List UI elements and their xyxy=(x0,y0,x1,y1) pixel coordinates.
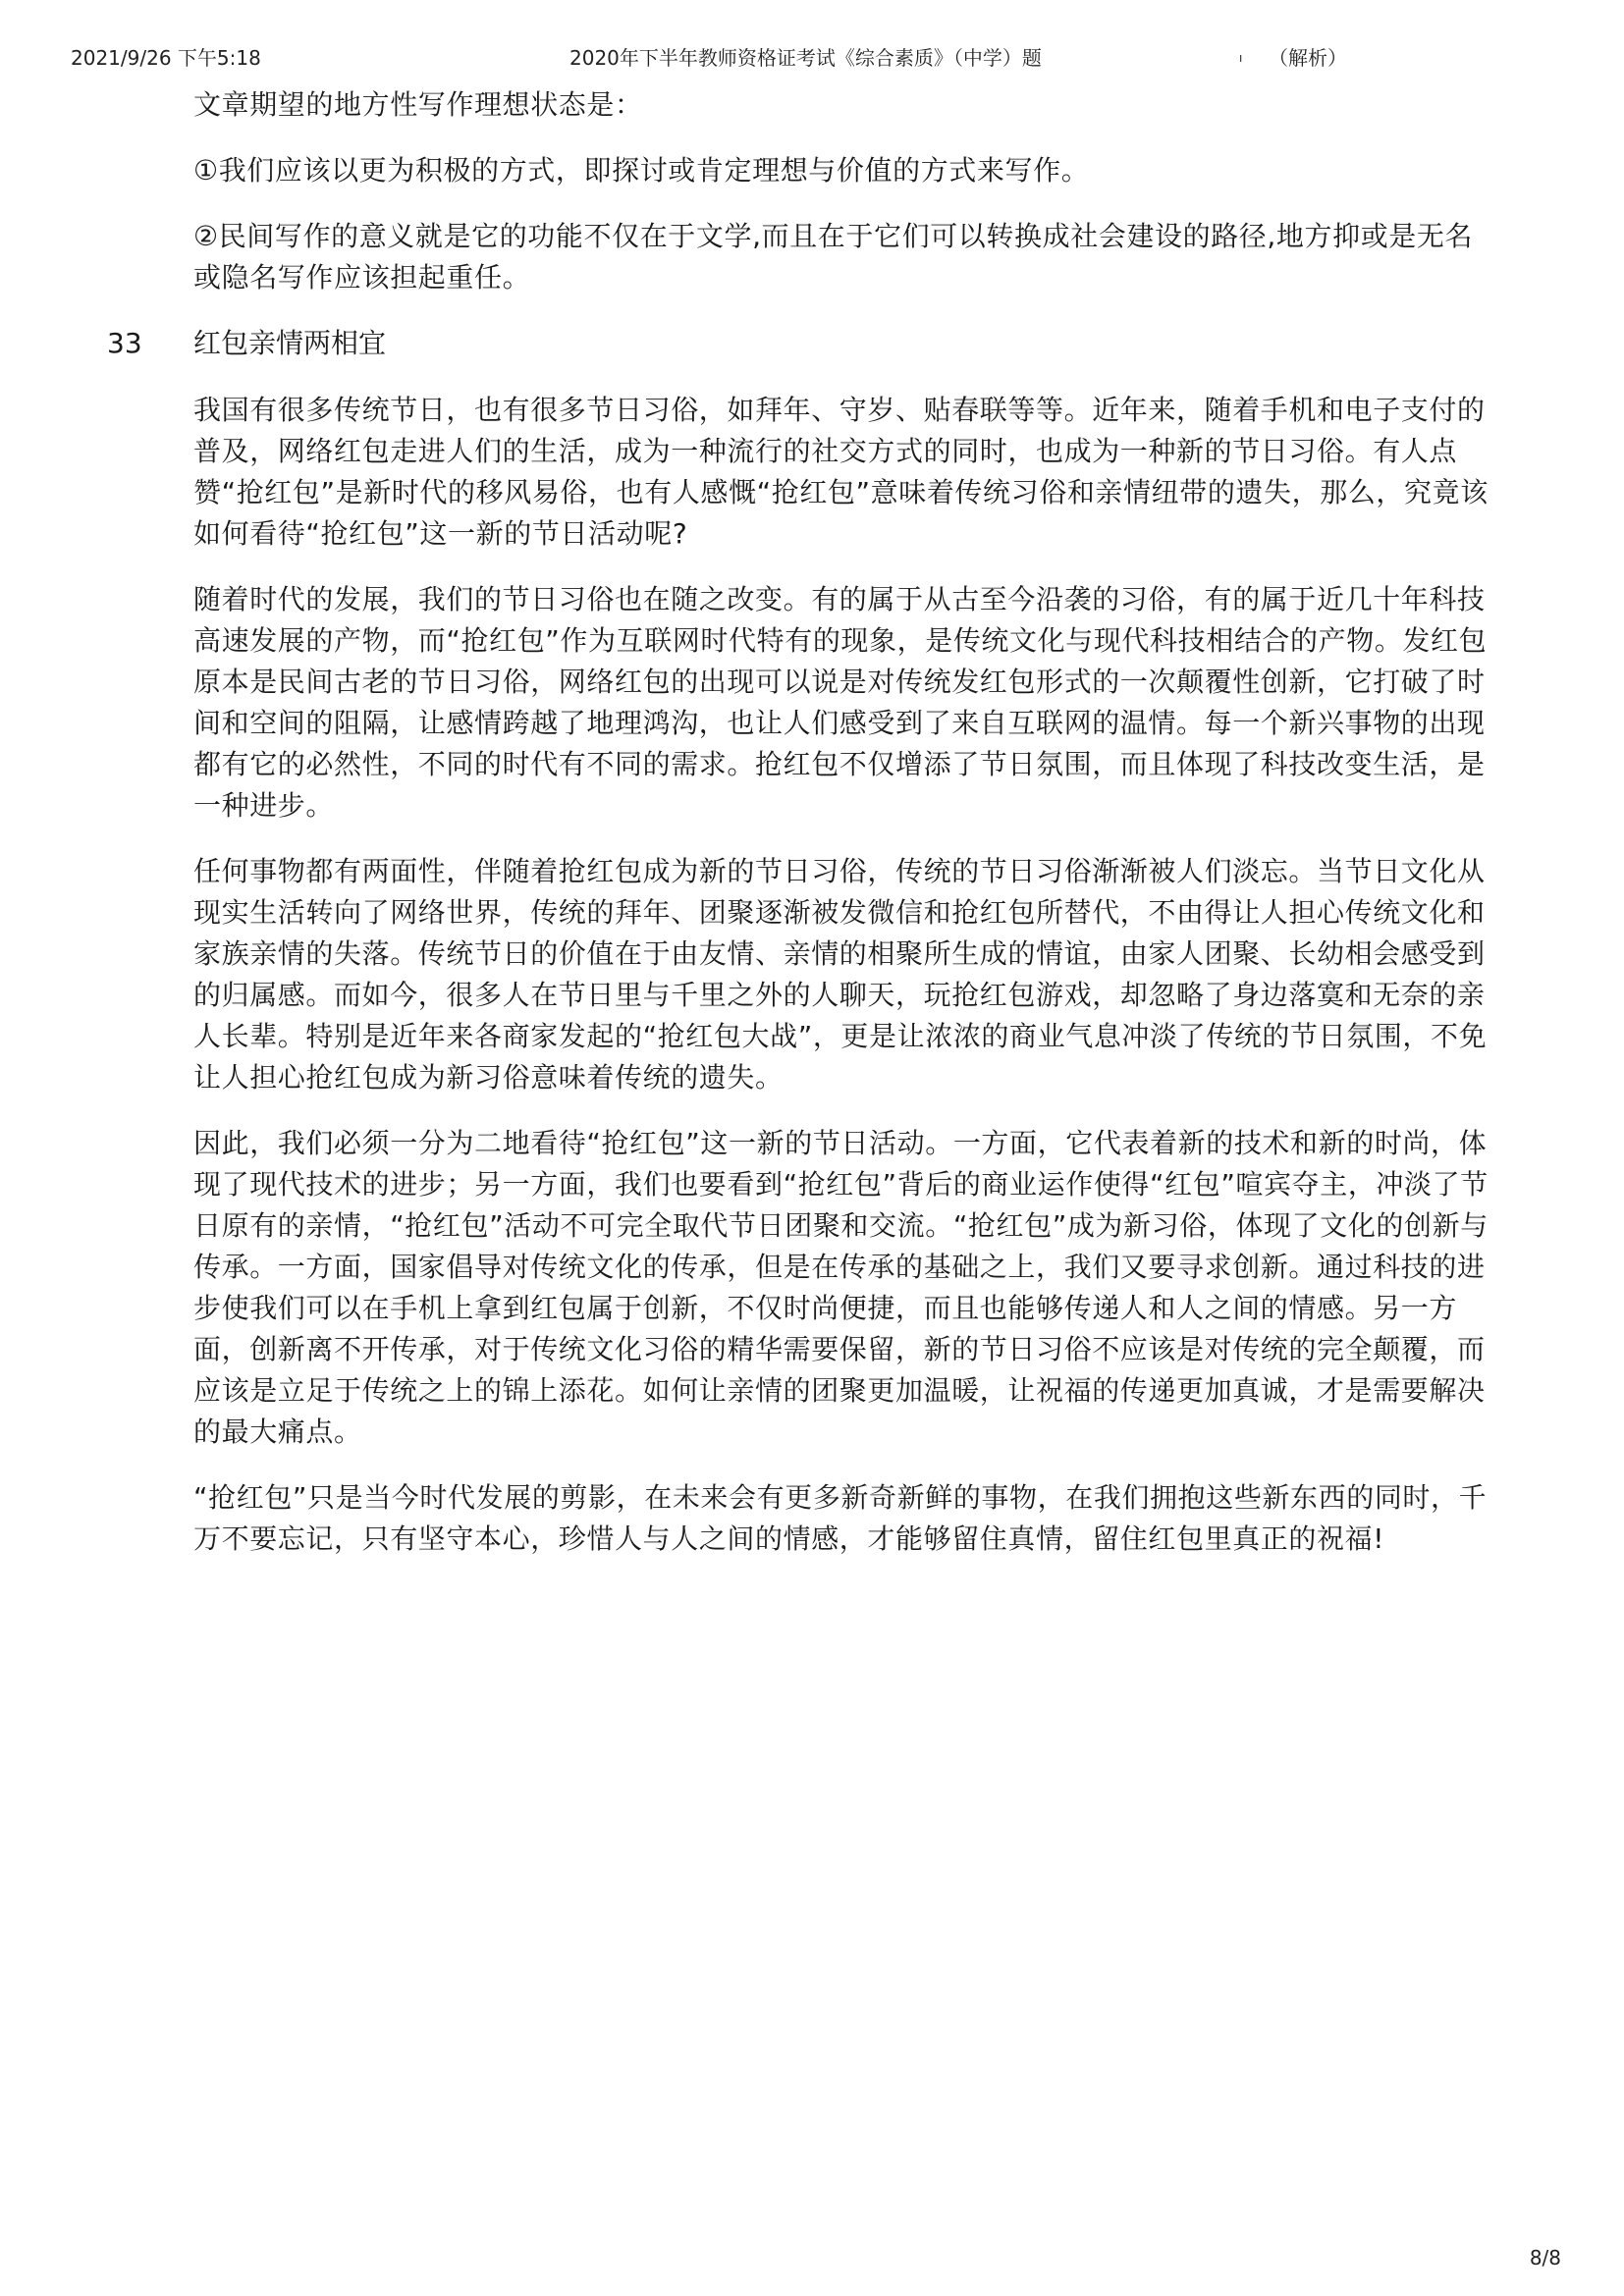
document-tag: （解析） xyxy=(1269,46,1347,70)
essay-paragraph-5: “抢红包”只是当今时代发展的剪影，在未来会有更多新奇新鲜的事物，在我们拥抱这些新东西的同时，千万不要忘记，只有坚守本心，珍惜人与人之间的情感，才能够留住真情，留住红包里真正的祝福! xyxy=(193,1481,1488,1555)
intro-point-1: ①我们应该以更为积极的方式，即探讨或肯定理想与价值的方式来写作。 xyxy=(193,154,1090,187)
question-number: 33 xyxy=(107,327,142,359)
essay-paragraph-4: 因此，我们必须一分为二地看待“抢红包”这一新的节日活动。一方面，它代表着新的技术和新的时尚，体现了现代技术的进步；另一方面，我们也要看到“抢红包”背后的商业运作使得“红包”喧宾夺主，冲淡了节日原有的亲情，“抢红包”活动不可完全取代节日团聚和交流。“抢红包”成为新习俗，体现了文化的创新与传承。一方面，国家倡导对传统文化的传承，但是在传承的基础之上，我们又要寻求创新。通过科技的进步使我们可以在手机上拿到红包属于创新，不仅时尚便捷，而且也能够传递人和人之间的情感。另一方面，创新离不开传承，对于传统文化习俗的精华需要保留，新的节日习俗不应该是对传统的完全颠覆，而应该是立足于传统之上的锦上添花。如何让亲情的团聚更加温暖，让祝福的传递更加真诚，才是需要解决的最大痛点。 xyxy=(193,1127,1489,1448)
intro-point-2: ②民间写作的意义就是它的功能不仅在于文学,而且在于它们可以转换成社会建设的路径,地方抑或是无名或隐名写作应该担起重任。 xyxy=(193,220,1474,294)
essay-paragraph-2: 随着时代的发展，我们的节日习俗也在随之改变。有的属于从古至今沿袭的习俗，有的属于近几十年科技高速发展的产物，而“抢红包”作为互联网时代特有的现象，是传统文化与现代科技相结合的产物。发红包原本是民间古老的节日习俗，网络红包的出现可以说是对传统发红包形式的一次颠覆性创新，它打破了时间和空间的阻隔，让感情跨越了地理鸿沟，也让人们感受到了来自互联网的温情。每一个新兴事物的出现都有它的必然性，不同的时代有不同的需求。抢红包不仅增添了节日氛围，而且体现了科技改变生活，是一种进步。 xyxy=(193,583,1488,822)
print-date: 2021/9/26 下午5:18 xyxy=(71,46,261,70)
question-title: 红包亲情两相宜 xyxy=(193,327,387,359)
document-body xyxy=(107,84,1489,1584)
document-title: 2020年下半年教师资格证考试《综合素质》（中学）题 xyxy=(569,46,1042,70)
header-separator: ı xyxy=(1239,51,1243,65)
page-number: 8/8 xyxy=(1529,2246,1561,2269)
essay-paragraph-1: 我国有很多传统节日，也有很多节日习俗，如拜年、守岁、贴春联等等。近年来，随着手机和电子支付的普及，网络红包走进人们的生活，成为一种流行的社交方式的同时，也成为一种新的节日习俗。有人点赞“抢红包”是新时代的移风易俗，也有人感慨“抢红包”意味着传统习俗和亲情纽带的遗失，那么，究竟该如何看待“抢红包”这一新的节日活动呢? xyxy=(193,394,1489,550)
essay-paragraph-3: 任何事物都有两面性，伴随着抢红包成为新的节日习俗，传统的节日习俗渐渐被人们淡忘。当节日文化从现实生活转向了网络世界，传统的拜年、团聚逐渐被发微信和抢红包所替代，不由得让人担心传统文化和家族亲情的失落。传统节日的价值在于由友情、亲情的相聚所生成的情谊，由家人团聚、长幼相会感受到的归属感。而如今，很多人在节日里与千里之外的人聊天，玩抢红包游戏，却忽略了身边落寞和无奈的亲人长辈。特别是近年来各商家发起的“抢红包大战”，更是让浓浓的商业气息冲淡了传统的节日氛围，不免让人担心抢红包成为新习俗意味着传统的遗失。 xyxy=(193,855,1488,1094)
question-heading xyxy=(107,323,1489,364)
page-header xyxy=(0,43,1624,73)
intro-lead: 文章期望的地方性写作理想状态是： xyxy=(193,88,643,121)
